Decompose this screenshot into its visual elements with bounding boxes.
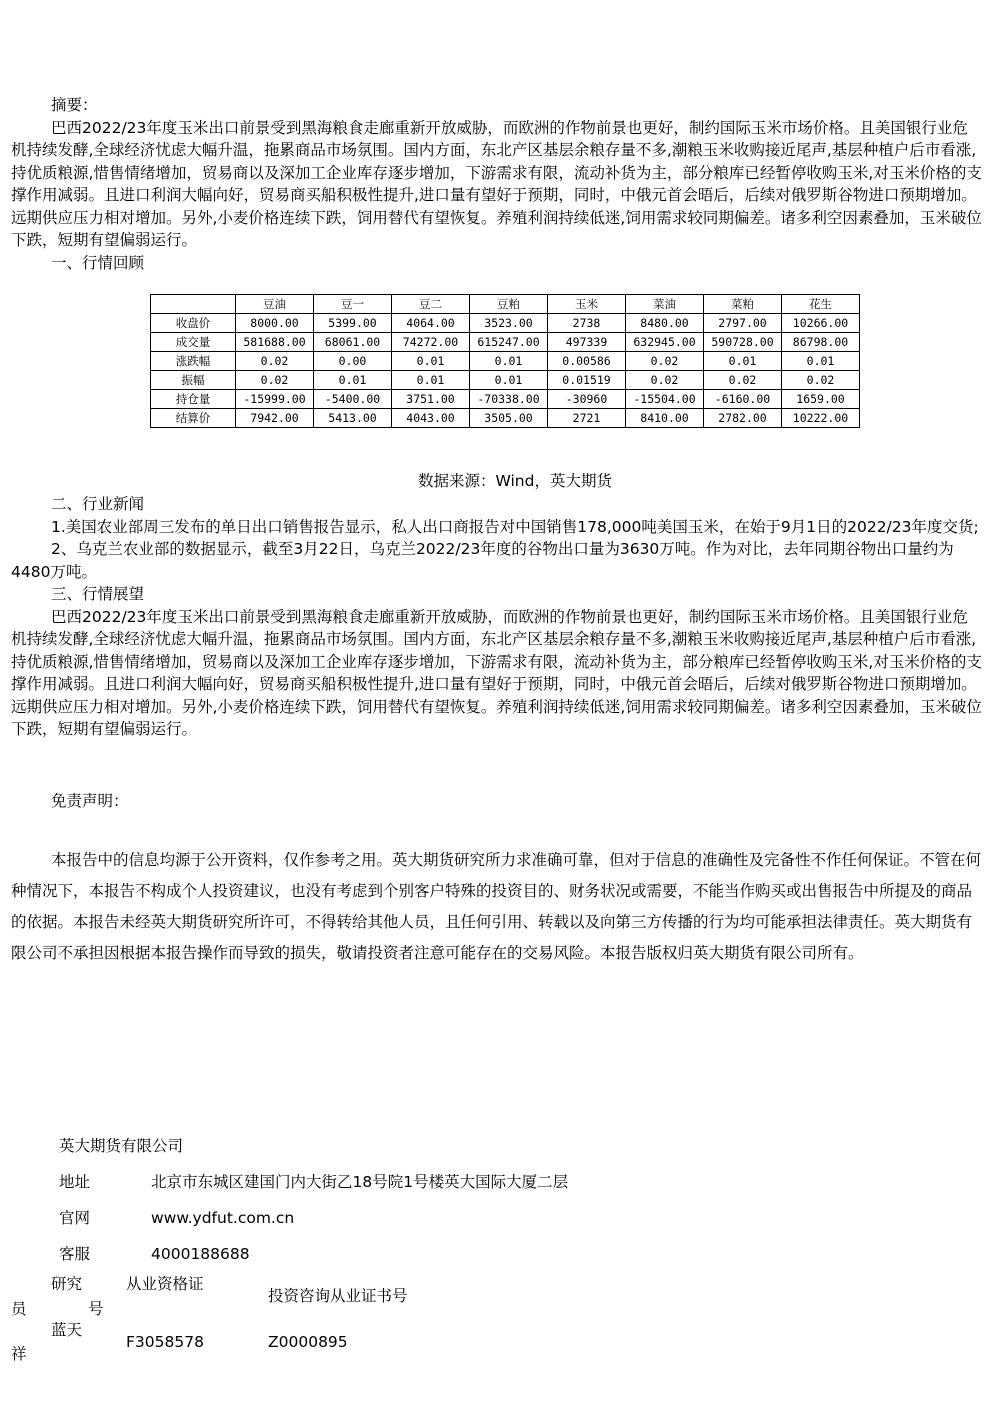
table-row [151, 352, 860, 371]
table-row [151, 409, 860, 428]
market-table [150, 294, 860, 428]
table-header-cell: 豆粕 [470, 295, 548, 314]
table-cell: 8480.00 [626, 314, 704, 333]
table-cell: 0.00 [314, 352, 392, 371]
table-cell: 74272.00 [392, 333, 470, 352]
table-cell: 10266.00 [782, 314, 860, 333]
table-row-label: 成交量 [151, 333, 236, 352]
table-cell: -5400.00 [314, 390, 392, 409]
data-source: 数据来源：Wind，英大期货 [418, 472, 612, 490]
table-cell: 5413.00 [314, 409, 392, 428]
header-qualification-line1: 从业资格证 [126, 1275, 204, 1293]
table-header-row [151, 295, 860, 314]
table-cell: 0.01 [704, 352, 782, 371]
table-cell: 3505.00 [470, 409, 548, 428]
table-header-cell: 豆二 [392, 295, 470, 314]
table-cell: 2721 [548, 409, 626, 428]
table-corner-cell [151, 295, 236, 314]
table-cell: 8000.00 [236, 314, 314, 333]
table-cell: 0.01 [470, 371, 548, 390]
table-cell: 8410.00 [626, 409, 704, 428]
disclaimer-text: 本报告中的信息均源于公开资料，仅作参考之用。英大期货研究所力求准确可靠，但对于信息的准确性及完备性不作任何保证。不管在何种情况下，本报告不构成个人投资建议，也没有考虑到个别客户特殊的投资目的、财务状况或需要，不能当作购买或出售报告中所提及的商品的依据。本报告未经英大期货研究所许可，不得转给其他人员，且任何引用、转载以及向第三方传播的行为均可能承担法律责任。英大期货有限公司不承担因根据本报告操作而导致的损失，敬请投资者注意可能存在的交易风险。本报告版权归英大期货有限公司所有。 [11, 851, 982, 962]
table-cell: 7942.00 [236, 409, 314, 428]
table-cell: 0.02 [236, 371, 314, 390]
table-cell: 4064.00 [392, 314, 470, 333]
table-cell: 3523.00 [470, 314, 548, 333]
table-cell: 0.02 [704, 371, 782, 390]
service-phone: 4000188688 [151, 1245, 250, 1263]
table-header-cell: 菜油 [626, 295, 704, 314]
table-header-cell: 花生 [782, 295, 860, 314]
table-cell: 2782.00 [704, 409, 782, 428]
table-cell: 1659.00 [782, 390, 860, 409]
table-row-label: 振幅 [151, 371, 236, 390]
table-header-cell: 玉米 [548, 295, 626, 314]
header-researcher-line1: 研究 [51, 1275, 83, 1293]
section3-title: 三、行情展望 [51, 585, 145, 603]
table-cell: 2738 [548, 314, 626, 333]
table-cell: 2797.00 [704, 314, 782, 333]
company-name: 英大期货有限公司 [59, 1137, 184, 1155]
section2-title: 二、行业新闻 [51, 495, 145, 513]
invest-cert-number: Z0000895 [268, 1333, 348, 1351]
news-item: 1.美国农业部周三发布的单日出口销售报告显示，私人出口商报告对中国销售178,000吨美国玉米，在始于9月1日的2022/23年度交货; [51, 517, 979, 536]
table-cell: 0.01 [392, 352, 470, 371]
summary-label: 摘要： [51, 96, 98, 114]
table-cell: 0.02 [626, 371, 704, 390]
table-cell: 0.02 [626, 352, 704, 371]
table-cell: -15999.00 [236, 390, 314, 409]
table-row [151, 314, 860, 333]
table-cell: 68061.00 [314, 333, 392, 352]
summary-text: 巴西2022/23年度玉米出口前景受到黑海粮食走廊重新开放威胁，而欧洲的作物前景也更好，制约国际玉米市场价格。且美国银行业危机持续发酵,全球经济忧虑大幅升温，拖累商品市场氛围。国内方面，东北产区基层余粮存量不多,潮粮玉米收购接近尾声,基层种植户后市看涨,持优质粮源,惜售情绪增加，贸易商以及深加工企业库存逐步增加，下游需求有限，流动补货为主，部分粮库已经暂停收购玉米,对玉米价格的支撑作用减弱。且进口利润大幅向好，贸易商买船积极性提升,进口量有望好于预期，同时，中俄元首会晤后，后续对俄罗斯谷物进口预期增加。远期供应压力相对增加。另外,小麦价格连续下跌，饲用替代有望恢复。养殖利润持续低迷,饲用需求较同期偏差。诸多利空因素叠加，玉米破位下跌，短期有望偏弱运行。 [11, 118, 982, 249]
section1-title: 一、行情回顾 [51, 253, 145, 272]
table-row-label: 收盘价 [151, 314, 236, 333]
table-cell: -15504.00 [626, 390, 704, 409]
qualification-number: F3058578 [126, 1333, 204, 1351]
table-header-cell: 菜粕 [704, 295, 782, 314]
table-cell: 0.02 [236, 352, 314, 371]
table-cell: 0.00586 [548, 352, 626, 371]
table-row [151, 371, 860, 390]
table-row-label: 涨跌幅 [151, 352, 236, 371]
header-invest-cert: 投资咨询从业证书号 [268, 1287, 408, 1305]
table-cell: 0.01 [392, 371, 470, 390]
table-cell: 0.01 [314, 371, 392, 390]
address-label: 地址 [59, 1173, 91, 1191]
table-cell: 3751.00 [392, 390, 470, 409]
table-cell: -6160.00 [704, 390, 782, 409]
header-researcher-line2: 员 [11, 1300, 27, 1318]
table-row-label: 结算价 [151, 409, 236, 428]
table-row [151, 333, 860, 352]
table-cell: 0.02 [782, 371, 860, 390]
table-cell: 590728.00 [704, 333, 782, 352]
website-label: 官网 [59, 1209, 91, 1227]
table-header-cell: 豆一 [314, 295, 392, 314]
table-cell: 10222.00 [782, 409, 860, 428]
service-label: 客服 [59, 1245, 91, 1263]
table-cell: 615247.00 [470, 333, 548, 352]
table-cell: -30960 [548, 390, 626, 409]
disclaimer-title: 免责声明： [51, 792, 129, 810]
news-and-outlook [11, 493, 983, 741]
table-row-label: 持仓量 [151, 390, 236, 409]
table-cell: 0.01 [782, 352, 860, 371]
news-item: 2、乌克兰农业部的数据显示，截至3月22日，乌克兰2022/23年度的谷物出口量为3630万吨。作为对比，去年同期谷物出口量约为4480万吨。 [11, 540, 954, 581]
researcher-name-line1: 蓝天 [51, 1321, 83, 1339]
outlook-text: 巴西2022/23年度玉米出口前景受到黑海粮食走廊重新开放威胁，而欧洲的作物前景也更好，制约国际玉米市场价格。且美国银行业危机持续发酵,全球经济忧虑大幅升温，拖累商品市场氛围。国内方面，东北产区基层余粮存量不多,潮粮玉米收购接近尾声,基层种植户后市看涨,持优质粮源,惜售情绪增加，贸易商以及深加工企业库存逐步增加，下游需求有限，流动补货为主，部分粮库已经暂停收购玉米,对玉米价格的支撑作用减弱。且进口利润大幅向好，贸易商买船积极性提升,进口量有望好于预期，同时，中俄元首会晤后，后续对俄罗斯谷物进口预期增加。远期供应压力相对增加。另外,小麦价格连续下跌，饲用替代有望恢复。养殖利润持续低迷,饲用需求较同期偏差。诸多利空因素叠加，玉米破位下跌，短期有望偏弱运行。 [11, 607, 982, 738]
address-value: 北京市东城区建国门内大街乙18号院1号楼英大国际大厦二层 [151, 1173, 569, 1191]
table-header-cell: 豆油 [236, 295, 314, 314]
table-cell: 581688.00 [236, 333, 314, 352]
table-row [151, 390, 860, 409]
table-cell: 4043.00 [392, 409, 470, 428]
table-cell: 86798.00 [782, 333, 860, 352]
table-cell: -70338.00 [470, 390, 548, 409]
table-cell: 497339 [548, 333, 626, 352]
table-cell: 0.01519 [548, 371, 626, 390]
summary-section [11, 94, 983, 274]
header-qualification-line2: 号 [88, 1300, 104, 1318]
table-cell: 5399.00 [314, 314, 392, 333]
website-link[interactable]: www.ydfut.com.cn [151, 1209, 295, 1227]
table-cell: 0.01 [470, 352, 548, 371]
researcher-name-line2: 祥 [11, 1345, 27, 1363]
table-cell: 632945.00 [626, 333, 704, 352]
